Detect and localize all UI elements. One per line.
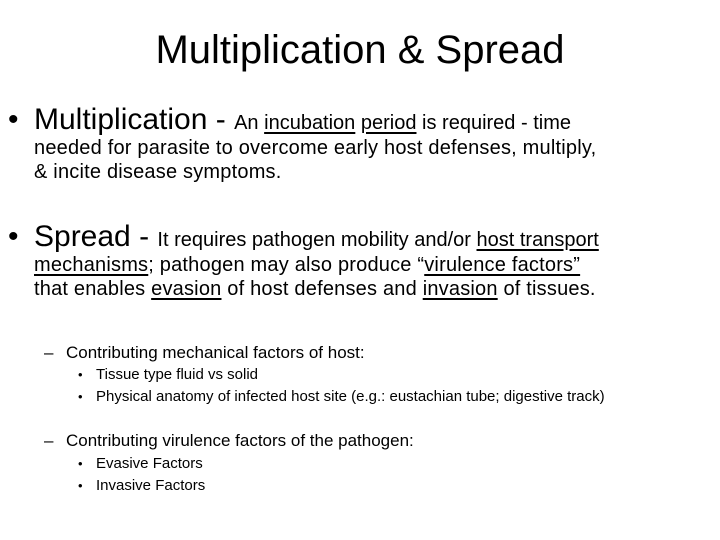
underlined-term: period bbox=[360, 112, 417, 134]
sub-item bbox=[78, 388, 605, 405]
bullet-line bbox=[34, 278, 596, 301]
bullet-text: is required - time bbox=[416, 112, 571, 134]
underlined-term: virulence factors” bbox=[424, 254, 581, 276]
bullet-text: ; pathogen may also produce “ bbox=[148, 254, 425, 276]
item-marker: • bbox=[78, 367, 83, 382]
dash-marker: – bbox=[44, 343, 54, 362]
underlined-term: incubation bbox=[264, 112, 356, 134]
bullet-text: of host defenses and bbox=[221, 278, 423, 300]
bullet-text: It requires pathogen mobility and/or bbox=[157, 229, 477, 251]
sub-item-text: Tissue type fluid vs solid bbox=[96, 366, 259, 383]
underlined-term: host transport bbox=[476, 229, 599, 251]
bullet-heading: Multiplication bbox=[34, 103, 208, 136]
sub-item-text: Invasive Factors bbox=[96, 477, 206, 494]
bullet-separator: - bbox=[207, 103, 235, 136]
bullet-marker: • bbox=[8, 103, 19, 136]
bullet-text: that enables bbox=[34, 278, 152, 300]
bullet-text: of tissues. bbox=[497, 278, 596, 300]
sub-heading-text: Contributing virulence factors of the pathogen: bbox=[66, 431, 414, 450]
bullet-text: An bbox=[234, 112, 265, 134]
item-marker: • bbox=[78, 456, 83, 471]
dash-marker: – bbox=[44, 431, 54, 450]
sub-item-text: Evasive Factors bbox=[96, 455, 203, 472]
sub-item bbox=[78, 366, 258, 383]
sub-heading-text: Contributing mechanical factors of host: bbox=[66, 343, 365, 362]
bullet-separator: - bbox=[130, 220, 158, 253]
bullet-heading: Spread bbox=[34, 220, 131, 253]
bullet-line bbox=[8, 220, 599, 254]
bullet-line: needed for parasite to overcome early host defenses, multiply, bbox=[34, 137, 597, 159]
underlined-term: evasion bbox=[151, 278, 222, 300]
underlined-term: invasion bbox=[422, 278, 498, 300]
item-marker: • bbox=[78, 389, 83, 404]
sub-heading-mechanical bbox=[44, 343, 365, 363]
slide-title: Multiplication & Spread bbox=[155, 28, 565, 72]
sub-item bbox=[78, 477, 205, 494]
underlined-term: mechanisms bbox=[34, 254, 149, 276]
bullet-line bbox=[8, 103, 571, 137]
sub-heading-virulence bbox=[44, 431, 414, 451]
sub-item-text: Physical anatomy of infected host site (e.g.: eustachian tube; digestive track) bbox=[96, 388, 605, 405]
bullet-line: & incite disease symptoms. bbox=[34, 161, 282, 183]
sub-item bbox=[78, 455, 203, 472]
bullet-marker: • bbox=[8, 220, 19, 253]
bullet-line bbox=[34, 254, 580, 277]
item-marker: • bbox=[78, 478, 83, 493]
